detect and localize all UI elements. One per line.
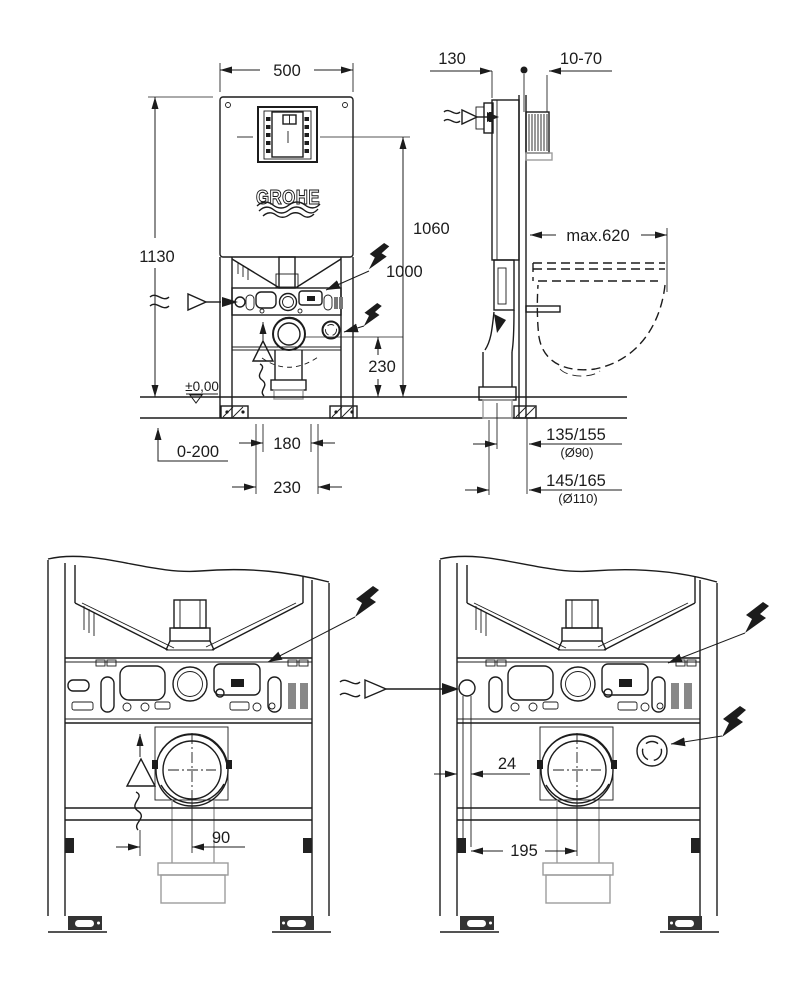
grohe-logo bbox=[256, 187, 320, 217]
dim-drain-110: 145/165 bbox=[546, 472, 606, 490]
toilet-bowl-outline bbox=[533, 263, 665, 376]
reference-dot-icon bbox=[521, 67, 528, 74]
wall-bracket bbox=[526, 112, 552, 160]
frame-foot bbox=[440, 916, 499, 932]
frame-foot bbox=[272, 916, 331, 932]
drain-outlet bbox=[537, 727, 617, 903]
dim-wall-distance: 10-70 bbox=[559, 50, 603, 68]
dim-max-reach: max.620 bbox=[566, 227, 630, 245]
lightning-bolt-icon bbox=[722, 706, 746, 737]
mechanism-plate bbox=[232, 288, 343, 315]
frame-foot bbox=[514, 406, 536, 418]
frame-foot bbox=[660, 916, 719, 932]
flush-plate-window bbox=[258, 107, 317, 162]
dim-offset-230: 230 bbox=[273, 479, 301, 497]
dim-drain-90-dia: (Ø90) bbox=[560, 445, 594, 460]
side-view bbox=[444, 95, 665, 418]
dim-plate-height: 1060 bbox=[413, 220, 450, 238]
water-supply-icon bbox=[340, 680, 459, 698]
frame-foot bbox=[48, 916, 107, 932]
dim-drain-offset: 195 bbox=[510, 842, 538, 860]
bowl-bracket bbox=[526, 306, 560, 312]
detail-view-left bbox=[48, 556, 379, 932]
dim-frame-depth: 130 bbox=[438, 50, 466, 68]
dim-floor-buildup: 0-200 bbox=[176, 443, 220, 461]
dim-vent-offset: 90 bbox=[211, 829, 231, 847]
lightning-bolt-icon bbox=[355, 586, 379, 617]
water-supply-icon bbox=[150, 294, 238, 310]
conduit-knockout bbox=[637, 736, 667, 766]
level-marker-icon bbox=[190, 395, 202, 403]
dim-front-width: 500 bbox=[273, 62, 301, 80]
front-view bbox=[150, 97, 357, 418]
dim-supply-offset: 24 bbox=[497, 755, 517, 773]
dim-drain-110-dia: (Ø110) bbox=[558, 491, 598, 506]
dim-offset-180: 180 bbox=[273, 435, 301, 453]
water-supply-hole bbox=[459, 680, 475, 696]
detail-view-right bbox=[434, 556, 769, 932]
dim-power-height: 1000 bbox=[386, 263, 423, 281]
floor-level-label: ±0,00 bbox=[185, 379, 219, 394]
dim-drain-90: 135/155 bbox=[546, 426, 606, 444]
lightning-bolt-icon bbox=[745, 602, 769, 633]
mechanism-plate bbox=[68, 660, 308, 712]
lightning-bolt-icon bbox=[364, 303, 382, 326]
mechanism-plate bbox=[459, 660, 696, 847]
grohe-logo-text: GROHE bbox=[256, 187, 320, 209]
vent-symbol-icon bbox=[127, 734, 155, 830]
drain-outlet bbox=[152, 727, 232, 903]
cistern-box bbox=[220, 97, 353, 257]
dim-frame-height: 1130 bbox=[139, 248, 175, 266]
dim-drain-height: 230 bbox=[368, 358, 396, 376]
frame-foot bbox=[221, 406, 248, 418]
drain-outlet bbox=[262, 317, 318, 399]
